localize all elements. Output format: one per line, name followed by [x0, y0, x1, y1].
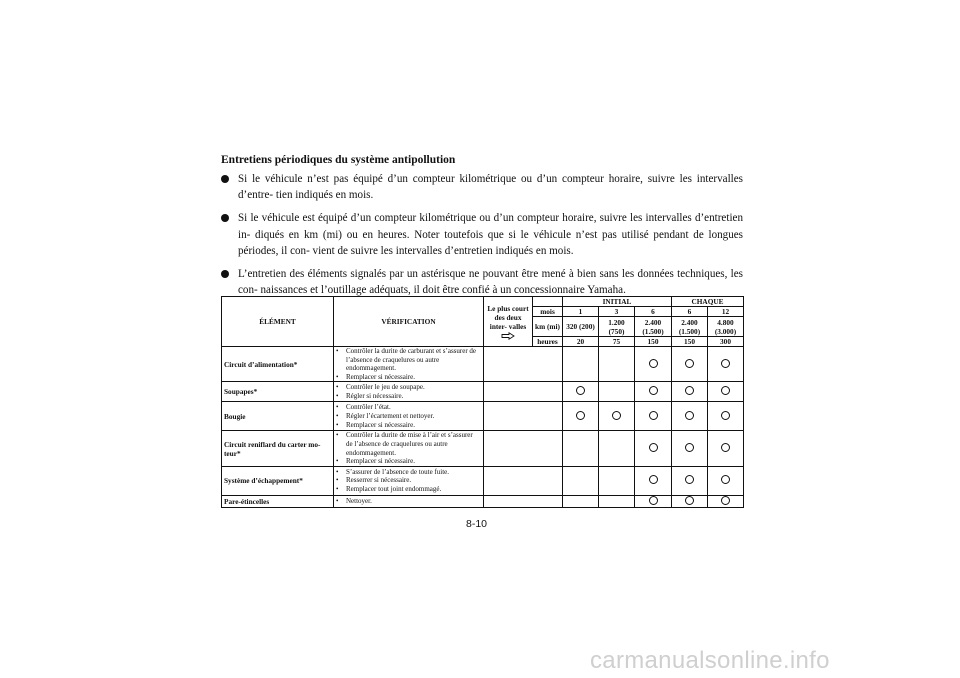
- check-cell: [635, 431, 672, 466]
- check-cell: [563, 402, 599, 431]
- blank-cell: [484, 402, 563, 431]
- verification-cell: • Contrôler l’état. • Régler l’écartement et nettoyer. • Remplacer si nécessaire.: [334, 402, 484, 431]
- mois-value: 6: [672, 307, 708, 317]
- table-row: [222, 495, 744, 507]
- element-cell: Circuit d’alimentation*: [222, 347, 334, 382]
- circle-check-icon: [576, 411, 585, 420]
- mois-value: 1: [563, 307, 599, 317]
- check-cell: [672, 382, 708, 402]
- circle-check-icon: [649, 411, 658, 420]
- check-cell: [672, 466, 708, 495]
- check-cell: [635, 382, 672, 402]
- circle-check-icon: [649, 496, 658, 505]
- check-cell: [563, 347, 599, 382]
- instruction-list: [221, 171, 743, 305]
- verification-cell: • Contrôler le jeu de soupape. • Régler si nécessaire.: [334, 382, 484, 402]
- check-cell: [563, 382, 599, 402]
- blank-cell: [484, 495, 563, 507]
- check-cell: [599, 495, 635, 507]
- maintenance-table: [221, 296, 744, 508]
- check-cell: [708, 495, 744, 507]
- heures-value: 20: [563, 337, 599, 347]
- blank-cell: [484, 347, 563, 382]
- circle-check-icon: [649, 386, 658, 395]
- section-title: Entretiens périodiques du système antipollution: [221, 154, 456, 166]
- verification-cell: • Nettoyer.: [334, 495, 484, 507]
- list-item: L’entretien des éléments signalés par un astérisque ne pouvant être mené à bien sans les données techniques, les con- naissances et l’outillage adéquats, il doit être confié à un concessionnaire Yamaha.: [221, 266, 743, 298]
- check-cell: [599, 402, 635, 431]
- list-item: Si le véhicule est équipé d’un compteur kilométrique ou d’un compteur horaire, suivre les intervalles d’entretien in- diqués en km (mi) ou en heures. Noter toutefois que si le véhicule n’est pas utilisé pendant de longues périodes, il con- vient de suivre les intervalles d’entretien indiqués en mois.: [221, 210, 743, 259]
- element-cell: Pare-étincelles: [222, 495, 334, 507]
- check-cell: [708, 347, 744, 382]
- km-value: 2.400 (1.500): [672, 317, 708, 337]
- table-row: [222, 382, 744, 402]
- heures-value: 150: [635, 337, 672, 347]
- unit-km: km (mi): [533, 317, 563, 337]
- watermark: carmanualsonline.info: [590, 647, 830, 674]
- check-cell: [672, 402, 708, 431]
- circle-check-icon: [612, 411, 621, 420]
- circle-check-icon: [576, 386, 585, 395]
- check-cell: [635, 347, 672, 382]
- circle-check-icon: [649, 443, 658, 452]
- circle-check-icon: [649, 475, 658, 484]
- check-cell: [672, 495, 708, 507]
- check-cell: [563, 431, 599, 466]
- blank-cell: [484, 431, 563, 466]
- check-cell: [708, 466, 744, 495]
- circle-check-icon: [685, 411, 694, 420]
- header-row-1: [222, 297, 744, 307]
- blank-cell: [484, 382, 563, 402]
- verification-cell: • Contrôler la durite de carburant et s’assurer de l’absence de craquelures ou autre endommagement. • Remplacer si nécessaire.: [334, 347, 484, 382]
- check-cell: [599, 466, 635, 495]
- circle-check-icon: [685, 386, 694, 395]
- unit-mois: mois: [533, 307, 563, 317]
- km-value: 4.800 (3.000): [708, 317, 744, 337]
- circle-check-icon: [721, 475, 730, 484]
- bullet-icon: [221, 175, 229, 183]
- mois-value: 3: [599, 307, 635, 317]
- circle-check-icon: [649, 359, 658, 368]
- heures-value: 300: [708, 337, 744, 347]
- circle-check-icon: [685, 359, 694, 368]
- circle-check-icon: [685, 443, 694, 452]
- check-cell: [708, 382, 744, 402]
- verification-cell: • Contrôler la durite de mise à l’air et s’assurer de l’absence de craquelures ou autre endommagement. • Remplacer si nécessaire.: [334, 431, 484, 466]
- mois-value: 6: [635, 307, 672, 317]
- chaque-header: CHAQUE: [672, 297, 744, 307]
- verification-cell: • S’assurer de l’absence de toute fuite. • Resserrer si nécessaire. • Remplacer tout joint endommagé.: [334, 466, 484, 495]
- bullet-icon: [221, 214, 229, 222]
- check-cell: [635, 466, 672, 495]
- check-cell: [635, 402, 672, 431]
- table-row: [222, 347, 744, 382]
- element-cell: Soupapes*: [222, 382, 334, 402]
- circle-check-icon: [721, 496, 730, 505]
- mois-value: 12: [708, 307, 744, 317]
- circle-check-icon: [721, 443, 730, 452]
- check-cell: [672, 431, 708, 466]
- blank-cell: [533, 297, 563, 307]
- check-cell: [599, 431, 635, 466]
- circle-check-icon: [685, 496, 694, 505]
- shortest-interval-header: Le plus court des deux inter- valles: [484, 297, 533, 347]
- km-value: 2.400 (1.500): [635, 317, 672, 337]
- arrow-right-icon: [501, 332, 515, 340]
- heures-value: 75: [599, 337, 635, 347]
- element-cell: Système d’échappement*: [222, 466, 334, 495]
- list-item: Si le véhicule n’est pas équipé d’un compteur kilométrique ou d’un compteur horaire, suivre les intervalles d’entre- tien indiqués en mois.: [221, 171, 743, 203]
- bullet-icon: [221, 270, 229, 278]
- circle-check-icon: [721, 411, 730, 420]
- circle-check-icon: [685, 475, 694, 484]
- unit-heures: heures: [533, 337, 563, 347]
- page-number: 8-10: [466, 518, 488, 530]
- check-cell: [599, 347, 635, 382]
- element-header: ÉLÉMENT: [222, 297, 334, 347]
- verification-header: VÉRIFICATION: [334, 297, 484, 347]
- check-cell: [708, 431, 744, 466]
- blank-cell: [484, 466, 563, 495]
- circle-check-icon: [721, 359, 730, 368]
- table-row: [222, 402, 744, 431]
- table-row: [222, 431, 744, 466]
- table-row: [222, 466, 744, 495]
- element-cell: Bougie: [222, 402, 334, 431]
- km-value: 1.200 (750): [599, 317, 635, 337]
- initial-header: INITIAL: [563, 297, 672, 307]
- heures-value: 150: [672, 337, 708, 347]
- check-cell: [672, 347, 708, 382]
- km-value: 320 (200): [563, 317, 599, 337]
- check-cell: [708, 402, 744, 431]
- check-cell: [563, 495, 599, 507]
- check-cell: [563, 466, 599, 495]
- check-cell: [599, 382, 635, 402]
- circle-check-icon: [721, 386, 730, 395]
- check-cell: [635, 495, 672, 507]
- element-cell: Circuit reniflard du carter mo- teur*: [222, 431, 334, 466]
